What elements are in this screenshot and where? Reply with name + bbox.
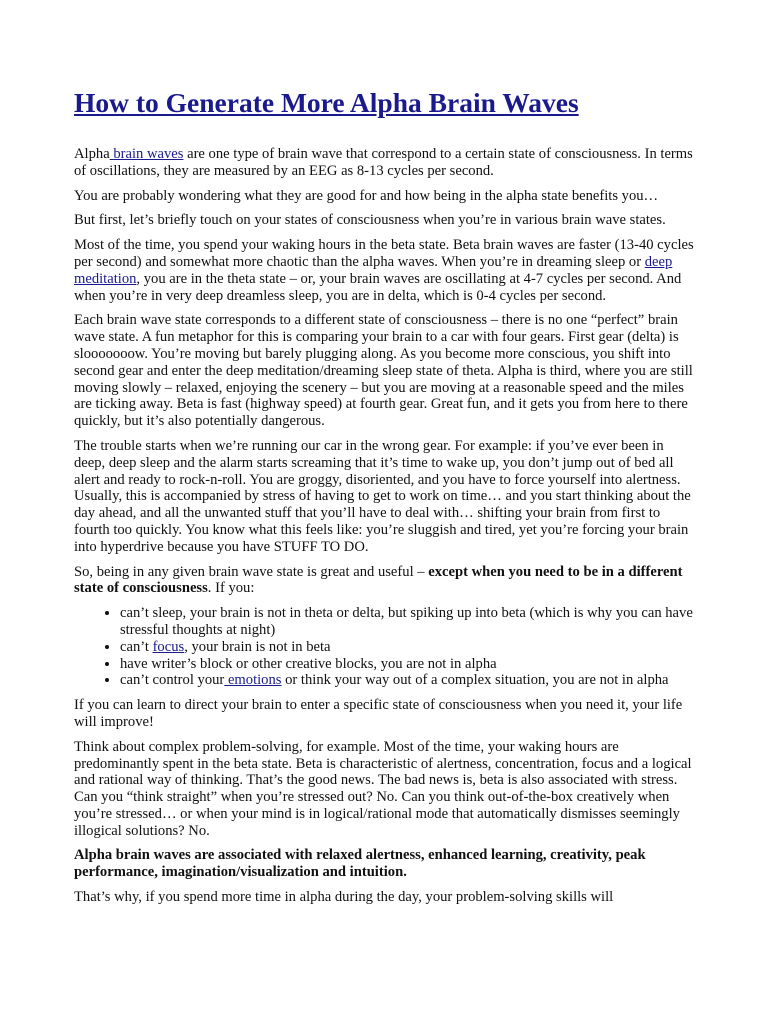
paragraph-wondering: You are probably wondering what they are good for and how being in the alpha state benefits you…: [74, 187, 659, 204]
emotions-text-start: can’t control your: [120, 672, 225, 689]
article: [74, 86, 698, 914]
paragraph-alpha-benefits: [74, 847, 698, 881]
if-you-text-start: So, being in any given brain wave state is great and useful –: [74, 563, 429, 580]
alpha-benefits-bold-text: Alpha brain waves are associated with relaxed alertness, enhanced learning, creativity, peak performance, imagination/visualization and intuition.: [74, 847, 646, 881]
page-title: [74, 86, 698, 120]
intro-text-start: Alpha: [74, 146, 110, 162]
paragraph-car-gears: Each brain wave state corresponds to a different state of consciousness – there is no one “perfect” brain wave state. A fun metaphor for this is comparing your brain to a car with four gears. First gear (delta) is slooooooow. You’re moving but barely plugging along. As you become more conscious, you shift into second gear and enter the deep meditation/dreaming sleep state of theta. Alpha is third, where you are still moving slowly – relaxed, enjoying the scenery – but you are moving at a reasonable speed and the miles are ticking away. Beta is fast (highway speed) at fourth gear. Great fun, and it gets you from here to there quickly, but it’s also potentially dangerous.: [74, 312, 693, 430]
intro-text-end: are one type of brain wave that correspond to a certain state of consciousness. In terms of oscillations, they are measured by an EEG as 8-13 cycles per second.: [74, 146, 693, 179]
focus-text-start: can’t: [120, 638, 153, 655]
beta-text-start: Most of the time, you spend your waking hours in the beta state. Beta brain waves are faster (13-40 cycles per second) and somewhat more chaotic than the alpha waves. When you’re in dreaming sleep or: [74, 237, 694, 270]
focus-text-end: , your brain is not in beta: [184, 638, 331, 655]
emotions-link[interactable]: emotions: [224, 672, 282, 689]
paragraph-intro: [74, 146, 698, 180]
title-link[interactable]: How to Generate More Alpha Brain Waves: [74, 87, 579, 118]
emotions-text-end: or think your way out of a complex situation, you are not in alpha: [281, 672, 669, 689]
list-item-writers-block: • have writer’s block or other creative blocks, you are not in alpha: [120, 656, 698, 673]
if-you-text-end: . If you:: [207, 580, 255, 597]
paragraph-wrong-gear: The trouble starts when we’re running our car in the wrong gear. For example: if you’ve ever been in deep, deep sleep and the alarm starts screaming that it’s time to wake up, you don’t jump out of bed all alert and ready to rock-n-roll. You are groggy, disoriented, and you have to force yourself into alertness. Usually, this is accompanied by stress of having to get to work on time… and you start thinking about the day ahead, and all the unwanted stuff that you’ll have to deal with… shifting your brain from first to fourth too quickly. You know what this feels like: you’re sluggish and tired, yet you’re forcing your brain into hyperdrive because you have STUFF TO DO.: [74, 437, 691, 555]
list-item-cant-sleep: • can’t sleep, your brain is not in theta or delta, but spiking up into beta (which is why you can have stressful thoughts at night): [120, 605, 698, 639]
paragraph-problem-solving: Think about complex problem-solving, for example. Most of the time, your waking hours are predominantly spent in the beta state. Beta is characteristic of alertness, concentration, focus and a logical and rational way of thinking. That’s the good news. The bad news is, beta is also associated with stress. Can you “think straight” when you’re stressed out? No. Can you think out-of-the-box creatively when you’re stressed… or when your mind is in logical/rational mode that automatically dismisses seemingly illogical solutions? No.: [74, 738, 692, 839]
deep-meditation-link[interactable]: deep meditation: [74, 253, 673, 287]
paragraph-life-improve: If you can learn to direct your brain to enter a specific state of consciousness when you need it, your life will improve!: [74, 697, 683, 730]
beta-text-end: , you are in the theta state – or, your brain waves are oscillating at 4-7 cycles per second. And when you’re in very deep dreamless sleep, you are in delta, which is 0-4 cycles per second.: [74, 270, 682, 304]
paragraph-states-intro: But first, let’s briefly touch on your states of consciousness when you’re in various brain wave states.: [74, 212, 666, 229]
if-you-bold-text: except when you need to be in a different state of consciousness: [74, 563, 683, 597]
paragraph-thats-why: That’s why, if you spend more time in alpha during the day, your problem-solving skills will: [74, 889, 614, 906]
paragraph-beta-theta-delta: [74, 237, 698, 304]
list-item-cant-focus: [120, 639, 698, 656]
paragraph-if-you: [74, 564, 698, 598]
symptom-list: [74, 605, 698, 689]
brain-waves-link[interactable]: brain waves: [109, 146, 184, 162]
focus-link[interactable]: focus: [152, 638, 185, 655]
list-item-emotions: [120, 672, 698, 689]
